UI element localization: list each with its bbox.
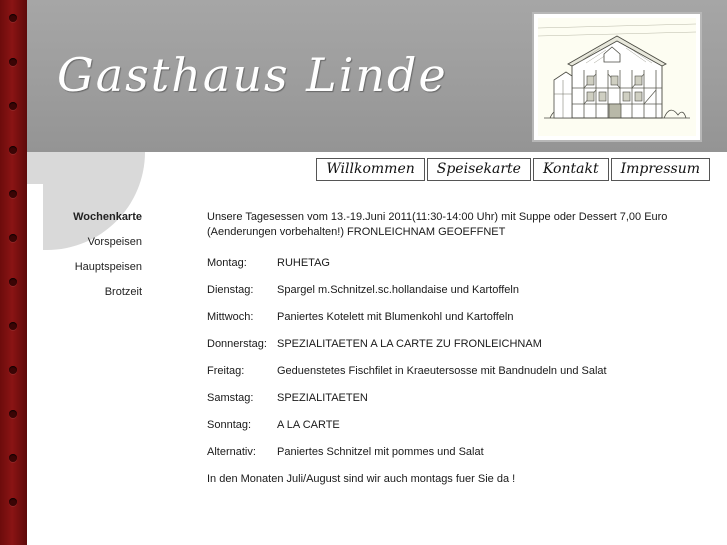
strip-dot — [9, 366, 17, 374]
sidebar-item-hauptspeisen[interactable]: Hauptspeisen — [74, 261, 142, 273]
menu-day-description: Paniertes Schnitzel mit pommes und Salat — [277, 446, 484, 458]
nav-item-speisekarte[interactable]: Speisekarte — [427, 158, 531, 181]
left-decorative-strip — [0, 0, 27, 545]
menu-row — [207, 445, 707, 459]
menu-day-label: Montag: — [207, 257, 247, 269]
menu-row — [207, 418, 707, 432]
nav-item-kontakt[interactable]: Kontakt — [533, 158, 609, 181]
strip-dot — [9, 498, 17, 506]
menu-day-label: Samstag: — [207, 392, 254, 404]
menu-row — [207, 256, 707, 270]
menu-day-label: Alternativ: — [207, 446, 256, 458]
nav-item-impressum[interactable]: Impressum — [611, 158, 710, 181]
main-content — [27, 184, 727, 545]
strip-dot — [9, 58, 17, 66]
strip-dot — [9, 234, 17, 242]
menu-row — [207, 391, 707, 405]
menu-day-description: Paniertes Kotelett mit Blumenkohl und Kartoffeln — [277, 311, 514, 323]
menu-day-description: A LA CARTE — [277, 419, 340, 431]
strip-dot — [9, 454, 17, 462]
menu-day-label: Freitag: — [207, 365, 245, 377]
menu-row — [207, 337, 707, 351]
sidebar-item-vorspeisen[interactable]: Vorspeisen — [87, 236, 142, 248]
menu-row — [207, 310, 707, 324]
strip-dot — [9, 102, 17, 110]
menu-day-description: RUHETAG — [277, 257, 330, 269]
menu-day-label: Sonntag: — [207, 419, 252, 431]
menu-row — [207, 364, 707, 378]
menu-intro-text: Unsere Tagesessen vom 13.-19.Juni 2011(11:30-14:00 Uhr) mit Suppe oder Dessert 7,00 Euro (Aenderungen vorbehalten!) FRONLEICHNAM GEOEFFNET — [207, 211, 668, 238]
menu-day-description: SPEZIALITAETEN — [277, 392, 368, 404]
weekly-menu — [207, 210, 707, 486]
strip-dot — [9, 322, 17, 330]
site-title: Gasthaus Linde — [57, 48, 448, 102]
strip-dot — [9, 146, 17, 154]
strip-dot — [9, 190, 17, 198]
inn-drawing-icon — [538, 18, 696, 136]
sidebar-item-wochenkarte[interactable]: Wochenkarte — [73, 211, 142, 223]
menu-footnote: In den Monaten Juli/August sind wir auch montags fuer Sie da ! — [207, 473, 516, 485]
nav-item-willkommen[interactable]: Willkommen — [316, 158, 424, 181]
menu-day-label: Donnerstag: — [207, 338, 267, 350]
menu-day-label: Mittwoch: — [207, 311, 254, 323]
nav-items — [316, 158, 710, 181]
strip-dot — [9, 410, 17, 418]
menu-day-description: SPEZIALITAETEN A LA CARTE ZU FRONLEICHNAM — [277, 338, 542, 350]
menu-row — [207, 283, 707, 297]
menu-day-description: Geduenstetes Fischfilet in Kraeutersosse mit Bandnudeln und Salat — [277, 365, 607, 377]
strip-dot — [9, 14, 17, 22]
sidebar-menu — [27, 211, 150, 311]
inn-photo-frame — [532, 12, 702, 142]
site-header — [27, 0, 727, 152]
menu-day-description: Spargel m.Schnitzel.sc.hollandaise und Kartoffeln — [277, 284, 519, 296]
strip-dot — [9, 278, 17, 286]
menu-day-label: Dienstag: — [207, 284, 254, 296]
sidebar-item-brotzeit[interactable]: Brotzeit — [104, 286, 142, 298]
